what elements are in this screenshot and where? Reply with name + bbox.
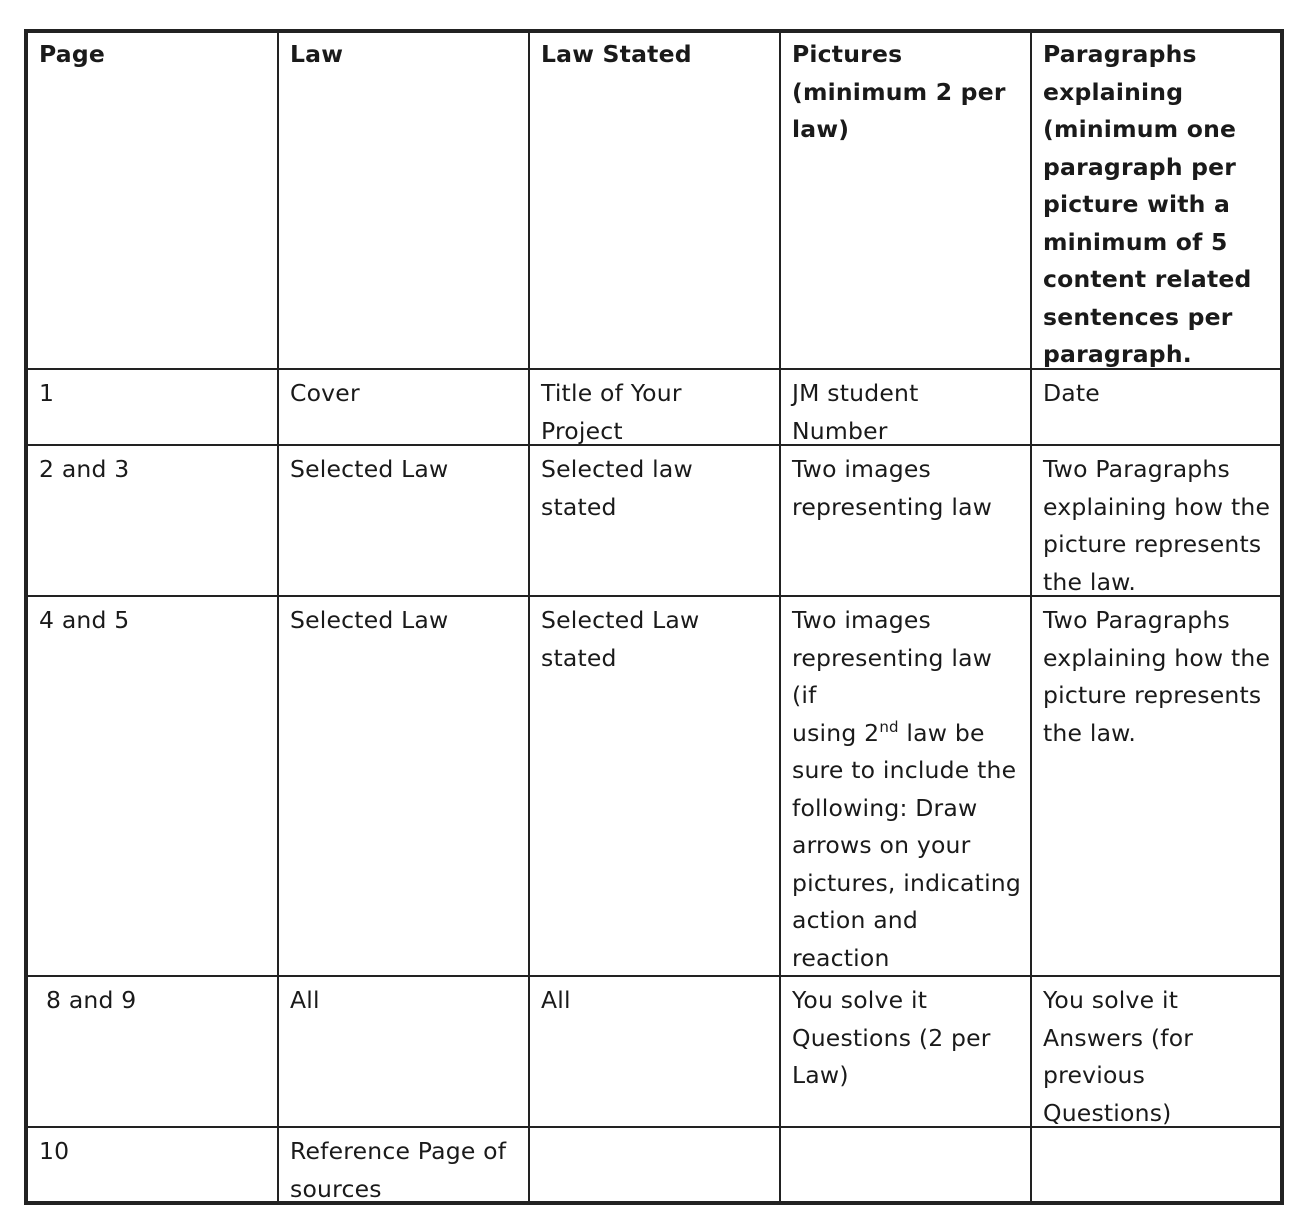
row-4-paragraphs — [1032, 977, 1280, 1128]
row-2-page — [28, 446, 279, 597]
header-pictures-line: law) — [792, 115, 850, 143]
cell-text: using 2 — [792, 718, 880, 747]
row-5-paragraphs — [1032, 1128, 1280, 1205]
header-paragraphs-line: sentences per — [1043, 302, 1233, 331]
row-3-law — [279, 597, 530, 977]
header-pictures — [781, 33, 1032, 370]
header-page-label: Page — [39, 40, 106, 68]
header-paragraphs-line: minimum of 5 — [1043, 227, 1228, 256]
cell-text: explaining how the — [1043, 492, 1271, 521]
row-5-law — [279, 1128, 530, 1205]
header-pictures-line: (minimum 2 per — [792, 77, 1006, 106]
cell-text: the law. — [1043, 718, 1137, 747]
cell-text: Questions) — [1043, 1098, 1172, 1127]
cell-text: stated — [541, 643, 617, 672]
cell-text: arrows on your — [792, 831, 971, 859]
header-paragraphs-line: Paragraphs — [1043, 40, 1197, 68]
cell-text: pictures, indicating — [792, 868, 1022, 897]
assignment-table — [24, 29, 1284, 1205]
cell-text: sources — [290, 1174, 382, 1203]
cell-text: Selected Law — [290, 455, 449, 483]
cell-text: Answers (for — [1043, 1023, 1194, 1052]
ordinal-superscript: nd — [879, 717, 899, 736]
cell-text: Cover — [290, 379, 360, 407]
cell-text: picture represents — [1043, 530, 1262, 558]
cell-text: Number — [792, 416, 888, 445]
row-1-pictures — [781, 370, 1032, 446]
cell-text: Two images — [792, 606, 931, 634]
cell-text: stated — [541, 492, 617, 521]
row-2-pictures — [781, 446, 1032, 597]
header-law-stated-label: Law Stated — [541, 40, 692, 68]
cell-text: Law) — [792, 1061, 849, 1089]
cell-text: Two Paragraphs — [1043, 455, 1230, 483]
row-4-page — [28, 977, 279, 1128]
cell-text: JM student — [792, 379, 919, 407]
cell-text: representing law (if — [792, 643, 993, 709]
row-3-paragraphs — [1032, 597, 1280, 977]
row-3-page — [28, 597, 279, 977]
cell-text: previous — [1043, 1061, 1146, 1089]
cell-text: 8 and 9 — [46, 986, 137, 1014]
cell-text: sure to include the — [792, 756, 1017, 784]
cell-text: Project — [541, 416, 623, 445]
cell-text: You solve it — [792, 986, 928, 1014]
header-paragraphs-line: (minimum one — [1043, 115, 1237, 143]
cell-text: Two images — [792, 455, 931, 483]
cell-text: following: Draw — [792, 793, 978, 822]
cell-text: picture represents — [1043, 681, 1262, 709]
header-paragraphs-line: picture with a — [1043, 190, 1231, 218]
row-1-paragraphs — [1032, 370, 1280, 446]
row-5-law-stated — [530, 1128, 781, 1205]
cell-text: You solve it — [1043, 986, 1179, 1014]
cell-text: All — [541, 986, 571, 1014]
cell-text: All — [290, 986, 320, 1014]
header-law-stated — [530, 33, 781, 370]
cell-text: the law. — [1043, 567, 1137, 596]
cell-text: law be — [898, 718, 985, 747]
cell-text: Date — [1043, 379, 1100, 407]
row-3-law-stated — [530, 597, 781, 977]
cell-text: 2 and 3 — [39, 455, 130, 483]
cell-text: Reference Page of — [290, 1137, 507, 1165]
cell-text: Selected Law — [541, 606, 700, 634]
header-paragraphs-line: content related — [1043, 265, 1252, 293]
cell-text: Two Paragraphs — [1043, 606, 1230, 634]
cell-text: 1 — [39, 379, 55, 407]
row-3-pictures — [781, 597, 1032, 977]
row-2-law-stated — [530, 446, 781, 597]
header-pictures-line: Pictures — [792, 40, 903, 68]
cell-text: explaining how the — [1043, 643, 1271, 672]
row-2-paragraphs — [1032, 446, 1280, 597]
cell-text: Title of Your — [541, 379, 682, 407]
row-4-pictures — [781, 977, 1032, 1128]
row-4-law-stated — [530, 977, 781, 1128]
cell-text: 4 and 5 — [39, 606, 130, 634]
cell-text: Selected Law — [290, 606, 449, 634]
row-2-law — [279, 446, 530, 597]
row-5-pictures — [781, 1128, 1032, 1205]
row-4-law — [279, 977, 530, 1128]
row-5-page — [28, 1128, 279, 1205]
header-law — [279, 33, 530, 370]
cell-text: representing law — [792, 492, 993, 521]
row-1-page — [28, 370, 279, 446]
header-paragraphs-line: paragraph. — [1043, 340, 1192, 368]
row-1-law — [279, 370, 530, 446]
header-paragraphs-line: explaining — [1043, 77, 1184, 106]
cell-text: action and reaction — [792, 906, 919, 972]
row-1-law-stated — [530, 370, 781, 446]
header-paragraphs — [1032, 33, 1280, 370]
cell-text: 10 — [39, 1137, 70, 1165]
header-paragraphs-line: paragraph per — [1043, 152, 1237, 181]
header-page — [28, 33, 279, 370]
header-law-label: Law — [290, 40, 344, 68]
cell-text: Questions (2 per — [792, 1023, 991, 1052]
cell-text-with-superscript — [792, 715, 1022, 753]
cell-text: Selected law — [541, 455, 693, 483]
